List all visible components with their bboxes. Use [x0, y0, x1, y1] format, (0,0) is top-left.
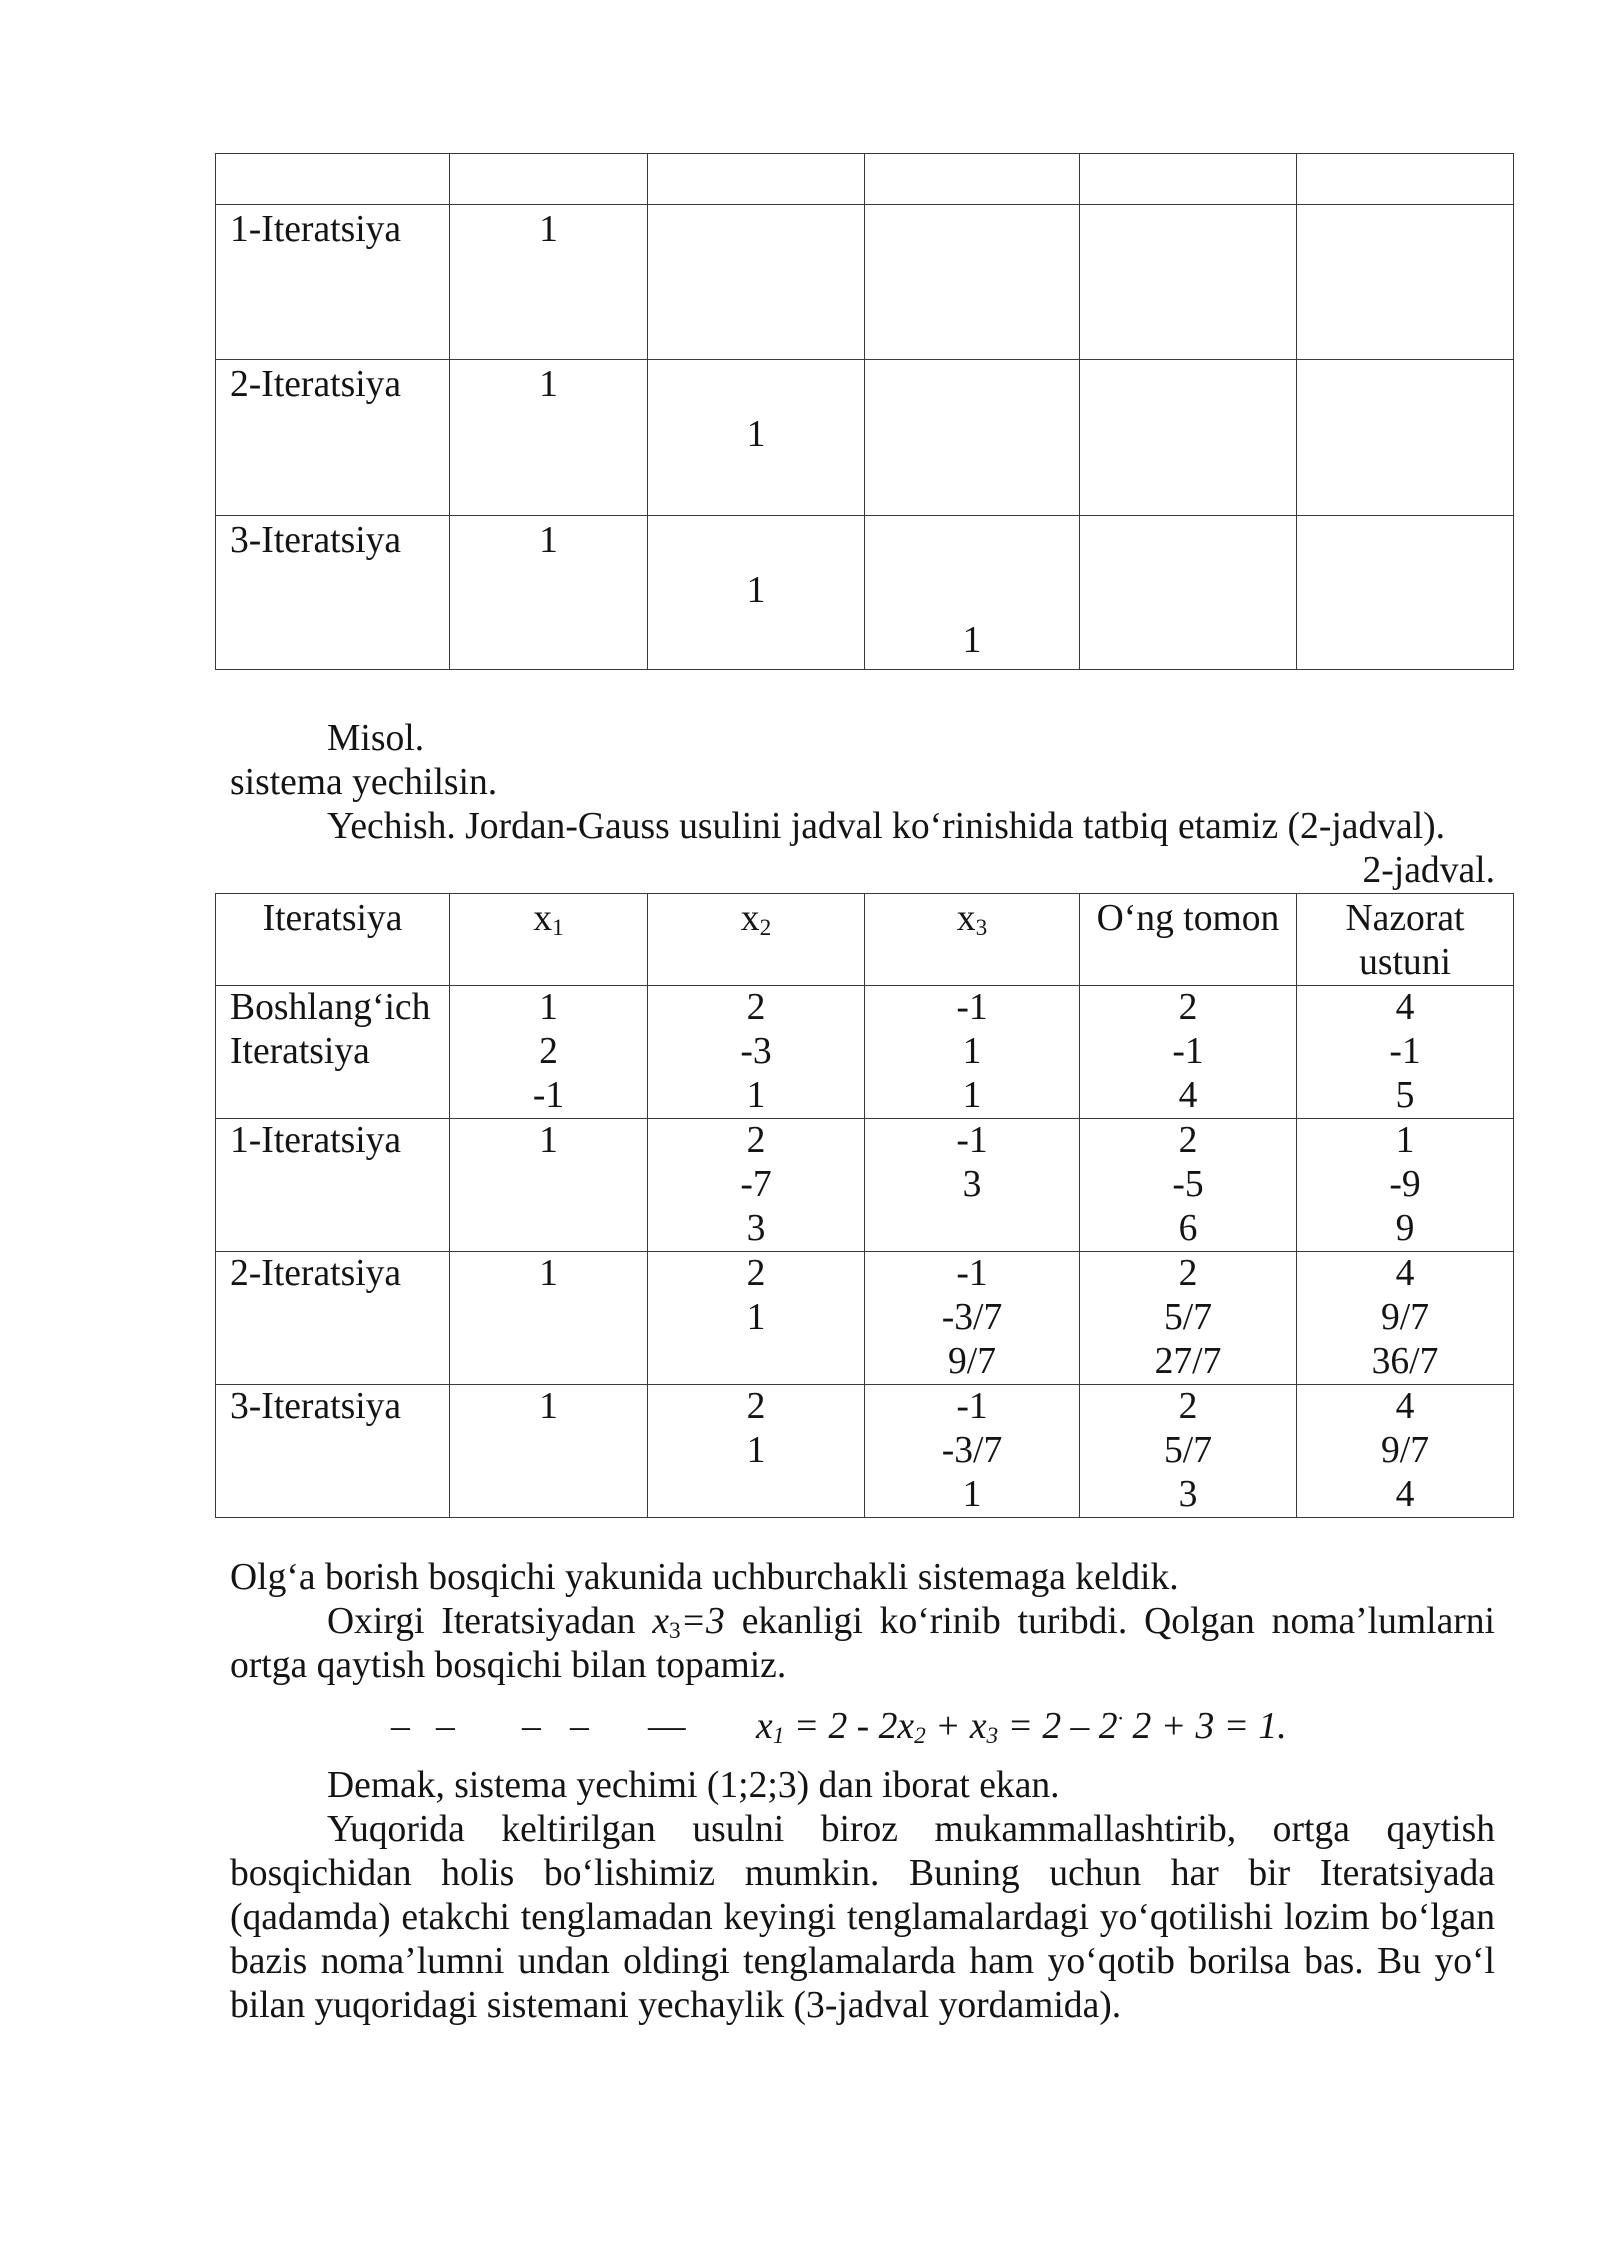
cell-value: 4 [1395, 1386, 1415, 1427]
table-cell [450, 205, 648, 360]
table-body [216, 205, 1514, 670]
table-cell [648, 1252, 865, 1385]
paragraph-line: ortga qaytish bosqichi bilan topamiz. [230, 1645, 787, 1686]
cell-value: 1 [539, 520, 558, 561]
header-cell [450, 154, 648, 205]
cell-value: 2 [1178, 1386, 1198, 1427]
cell-value: 1 [746, 570, 766, 611]
equation-dash: – [570, 1706, 589, 1747]
math-value: =3 [680, 1601, 725, 1642]
table-cell [865, 1385, 1080, 1518]
table-cell [450, 1385, 648, 1518]
cell-value: 9/7 [1380, 1297, 1430, 1338]
cell-value: 1 [539, 1253, 558, 1294]
paragraph-line: Yechish. Jordan-Gauss usulini jadval ko‘rinishida tatbiq etamiz (2-jadval). [327, 806, 1446, 847]
cell-value: 5 [1395, 1075, 1415, 1116]
table-cell [865, 205, 1080, 360]
table-header-row [216, 894, 1514, 986]
equation-dash: – [522, 1706, 541, 1747]
cell-value: -7 [740, 1164, 772, 1205]
cell-value: -3/7 [941, 1297, 1003, 1338]
header-cell [865, 154, 1080, 205]
cell-value: 1 [746, 414, 766, 455]
variable-index: 3 [975, 915, 988, 942]
header-label: O‘ng tomon [1096, 898, 1280, 939]
table-cell [450, 1252, 648, 1385]
table-header-row [216, 154, 1514, 205]
paragraph-line: (qadamda) etakchi tenglamadan keyingi tenglamalardagi yo‘qotilishi lozim bo‘lgan [230, 1897, 1495, 1938]
cell-value: 3 [962, 1164, 982, 1205]
variable-index: 1 [552, 915, 564, 942]
cell-value: 2 [746, 1120, 766, 1161]
row-label: 1-Iteratsiya [216, 205, 450, 360]
cell-value: 4 [1395, 1474, 1415, 1515]
paragraph-line [230, 1600, 1495, 1644]
table-caption: 2-jadval. [1362, 850, 1495, 891]
variable-name: x [533, 898, 553, 939]
table-cell [865, 1252, 1080, 1385]
header-cell [1297, 154, 1514, 205]
cell-value: 2 [746, 1253, 766, 1294]
header-cell-check [1297, 894, 1514, 986]
header-cell-x3 [865, 894, 1080, 986]
cell-value: 1 [746, 1430, 766, 1471]
table-row [216, 986, 1514, 1119]
table-cell [450, 1119, 648, 1252]
table-cell [450, 986, 648, 1119]
table-cell [1080, 986, 1297, 1119]
cell-value: 1 [539, 987, 558, 1028]
equation-dash: – [436, 1706, 455, 1747]
cell-value: 9/7 [1380, 1430, 1430, 1471]
cell-value: 2 [1178, 987, 1198, 1028]
back-substitution-formula [756, 1705, 1287, 1749]
header-cell [216, 154, 450, 205]
formula-index: 2 [914, 1723, 926, 1750]
table-header [216, 894, 1514, 986]
cell-value: -1 [956, 1253, 988, 1294]
variable-name: x [956, 898, 976, 939]
formula-part: = 2 – 2 [998, 1706, 1118, 1747]
table-cell [450, 360, 648, 516]
paragraph-line: sistema yechilsin. [230, 762, 498, 803]
table-cell [865, 516, 1080, 670]
cell-value: 2 [539, 1031, 558, 1072]
cell-value: -1 [956, 1120, 988, 1161]
row-label: 2-Iteratsiya [216, 360, 450, 516]
formula-index: 3 [986, 1723, 999, 1750]
jordan-gauss-table [215, 893, 1514, 1518]
row-label: 3-Iteratsiya [216, 1385, 450, 1518]
row-label: Boshlang‘ich Iteratsiya [216, 986, 450, 1119]
iteration-table-1 [215, 153, 1514, 670]
cell-value: -1 [532, 1075, 565, 1116]
table-cell [648, 360, 865, 516]
table-cell [865, 360, 1080, 516]
example-heading: Misol. [327, 718, 425, 759]
cell-value [648, 516, 864, 566]
cell-value: 1 [962, 1474, 982, 1515]
table-cell [648, 516, 865, 670]
cell-value: 1 [962, 1075, 982, 1116]
paragraph-line: bazis noma’lumni undan oldingi tenglamalarda ham yo‘qotib borilsa bas. Bu yo‘l [230, 1941, 1495, 1982]
cell-value: 5/7 [1163, 1297, 1213, 1338]
cell-value: 1 [539, 364, 558, 405]
paragraph-line: Yuqorida keltirilgan usulni biroz mukammallashtirib, ortga qaytish [327, 1809, 1495, 1850]
row-label: 3-Iteratsiya [216, 516, 450, 670]
header-label: Iteratsiya [262, 898, 403, 939]
table-cell [1080, 1119, 1297, 1252]
table-cell [450, 516, 648, 670]
table-cell [1297, 1252, 1514, 1385]
text-run: Oxirgi Iteratsiyadan [327, 1601, 653, 1642]
cell-value: 1 [746, 1297, 766, 1338]
header-cell-x1 [450, 894, 648, 986]
cell-value: 4 [1178, 1075, 1198, 1116]
table-cell [865, 986, 1080, 1119]
header-label: Nazorat ustuni [1345, 898, 1465, 983]
cell-value [865, 566, 1079, 616]
table-row [216, 205, 1514, 360]
math-variable: x [652, 1601, 669, 1642]
cell-value: 1 [539, 1120, 558, 1161]
header-cell-iteration [216, 894, 450, 986]
variable-index: 2 [759, 915, 772, 942]
formula-part: = 2 - 2x [784, 1706, 915, 1747]
cell-value: -1 [1172, 1031, 1204, 1072]
cell-value: -9 [1389, 1164, 1421, 1205]
cell-value: 1 [539, 209, 558, 250]
cell-value: 2 [1178, 1253, 1198, 1294]
paragraph-line: bilan yuqoridagi sistemani yechaylik (3-jadval yordamida). [230, 1985, 1122, 2026]
variable-name: x [740, 898, 760, 939]
cell-value: 36/7 [1371, 1341, 1439, 1382]
cell-value: 1 [962, 620, 982, 661]
text-run: ekanligi ko‘rinib turibdi. Qolgan noma’lumlarni [724, 1601, 1495, 1642]
paragraph-line: Olg‘a borish bosqichi yakunida uchburchakli sistemaga keldik. [230, 1557, 1179, 1598]
cell-value [648, 360, 864, 410]
cell-value: 1 [962, 1031, 982, 1072]
table-cell [648, 1385, 865, 1518]
cell-value: 2 [746, 987, 766, 1028]
cell-value [865, 516, 1079, 566]
table-cell [1080, 1252, 1297, 1385]
formula-part: x [756, 1706, 773, 1747]
equation-dash: – [391, 1706, 410, 1747]
formula-index: 1 [772, 1723, 785, 1750]
cell-value: 1 [1395, 1120, 1415, 1161]
table-cell [1297, 516, 1514, 670]
cell-value: -3 [740, 1031, 772, 1072]
table-cell [648, 1119, 865, 1252]
paragraph-line: Demak, sistema yechimi (1;2;3) dan iborat ekan. [327, 1765, 1060, 1806]
cell-value: 3 [746, 1208, 766, 1249]
cell-value: 5/7 [1163, 1430, 1213, 1471]
table-cell [1080, 1385, 1297, 1518]
cell-value: 1 [539, 1386, 558, 1427]
table-cell [865, 1119, 1080, 1252]
table-row [216, 516, 1514, 670]
table-cell [1297, 360, 1514, 516]
cell-value: 6 [1178, 1208, 1198, 1249]
table-cell [1297, 1119, 1514, 1252]
table-cell [648, 205, 865, 360]
row-label: 2-Iteratsiya [216, 1252, 450, 1385]
cell-value: 9/7 [947, 1341, 997, 1382]
table-body [216, 986, 1514, 1518]
row-label: 1-Iteratsiya [216, 1119, 450, 1252]
cell-value: 9 [1395, 1208, 1415, 1249]
table-cell [1080, 205, 1297, 360]
header-cell [1080, 154, 1297, 205]
table-row [216, 360, 1514, 516]
cell-value: 27/7 [1154, 1341, 1222, 1382]
table-cell [1080, 516, 1297, 670]
paragraph-line: bosqichidan holis bo‘lishimiz mumkin. Buning uchun har bir Iteratsiyada [230, 1853, 1495, 1894]
cell-value: 4 [1395, 1253, 1415, 1294]
table-row [216, 1252, 1514, 1385]
formula-part: + x [925, 1706, 987, 1747]
multiplication-dot: · [1117, 1705, 1124, 1731]
table-cell [648, 986, 865, 1119]
cell-value: 2 [1178, 1120, 1198, 1161]
table-cell [1297, 1385, 1514, 1518]
cell-value: 1 [746, 1075, 766, 1116]
table-cell [1080, 360, 1297, 516]
table-cell [1297, 986, 1514, 1119]
equation-dash: — [648, 1706, 686, 1747]
table-header [216, 154, 1514, 205]
header-cell [648, 154, 865, 205]
cell-value: 3 [1178, 1474, 1198, 1515]
table-cell [1297, 205, 1514, 360]
table-row [216, 1119, 1514, 1252]
cell-value: 4 [1395, 987, 1415, 1028]
table-row [216, 1385, 1514, 1518]
cell-value: -1 [956, 987, 988, 1028]
header-cell-x2 [648, 894, 865, 986]
header-cell-rhs [1080, 894, 1297, 986]
formula-part: 2 + 3 = 1. [1123, 1706, 1287, 1747]
math-index: 3 [669, 1618, 681, 1645]
cell-value: -3/7 [941, 1430, 1003, 1471]
cell-value: -5 [1172, 1164, 1204, 1205]
cell-value: -1 [1389, 1031, 1421, 1072]
cell-value: 2 [746, 1386, 766, 1427]
cell-value: -1 [956, 1386, 988, 1427]
